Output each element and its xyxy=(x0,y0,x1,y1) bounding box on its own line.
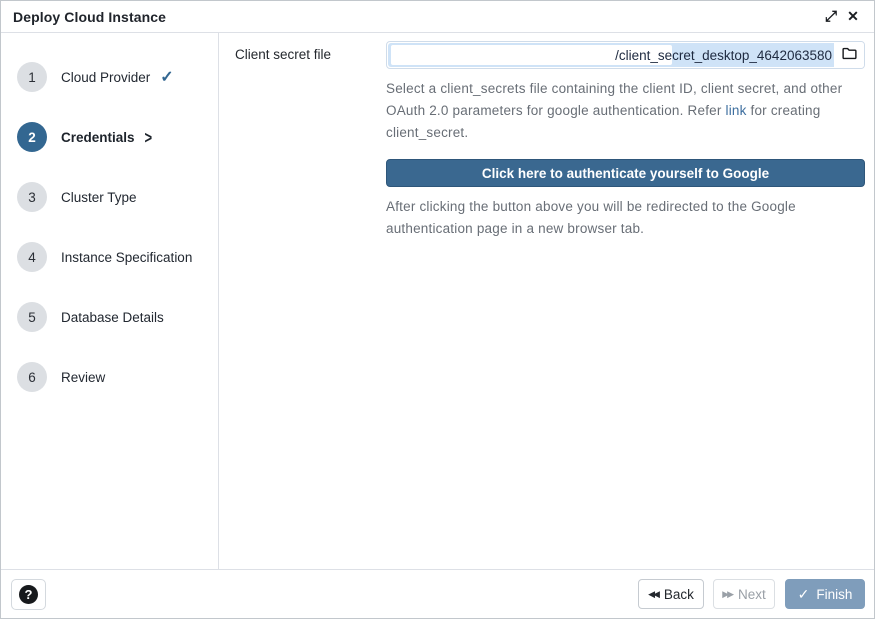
finish-button-label: Finish xyxy=(816,586,853,602)
step-label: Instance Specification xyxy=(61,249,193,265)
next-button[interactable] xyxy=(713,579,775,609)
helper-text-after: for creating client_secret. xyxy=(386,103,821,140)
close-icon[interactable]: ✕ xyxy=(847,8,859,24)
client-secret-link[interactable]: link xyxy=(725,103,747,118)
back-button[interactable] xyxy=(638,579,704,609)
client-secret-field-main xyxy=(386,41,865,240)
dialog-title: Deploy Cloud Instance xyxy=(13,8,167,25)
client-secret-field-row xyxy=(235,41,865,240)
check-icon: ✓ xyxy=(160,69,174,86)
finish-button[interactable] xyxy=(785,579,865,609)
dialog-body xyxy=(1,33,874,569)
step-label: Review xyxy=(61,369,106,385)
next-arrows-icon: ▶▶ xyxy=(722,588,733,599)
step-number-circle: 2 xyxy=(17,122,47,152)
wizard-steps-sidebar xyxy=(1,33,219,569)
folder-icon xyxy=(841,45,858,65)
help-button[interactable] xyxy=(11,579,46,610)
finish-check-icon: ✓ xyxy=(797,585,810,602)
helper-text-before: Select a client_secrets file containing the client ID, client secret, and other OAuth 2.0 parameters for google authentication. Refer xyxy=(386,81,843,118)
step-number-circle: 4 xyxy=(17,242,47,272)
client-secret-input-group xyxy=(386,41,865,69)
client-secret-file-input[interactable] xyxy=(388,43,834,67)
step-label: Database Details xyxy=(61,309,164,325)
client-secret-label: Client secret file xyxy=(235,47,332,62)
client-secret-file-value: /client_secret_desktop_4642063580 xyxy=(615,47,832,63)
step-label: Credentials xyxy=(61,129,135,145)
step-label: Cluster Type xyxy=(61,189,137,205)
step-number-circle: 3 xyxy=(17,182,47,212)
step-review[interactable] xyxy=(1,347,218,407)
step-credentials[interactable] xyxy=(1,107,218,167)
dialog-footer xyxy=(1,569,874,618)
step-number-circle: 5 xyxy=(17,302,47,332)
next-button-label: Next xyxy=(738,586,766,602)
step-number-circle: 6 xyxy=(17,362,47,392)
step-number-circle: 1 xyxy=(17,62,47,92)
client-secret-helper-text xyxy=(386,78,865,144)
step-cloud-provider[interactable] xyxy=(1,47,218,107)
chevron-right-icon: > xyxy=(144,126,153,148)
help-icon: ? xyxy=(19,585,38,604)
auth-redirect-note: After clicking the button above you will be redirected to the Google authentication page in a new browser tab. xyxy=(386,199,796,236)
step-cluster-type[interactable] xyxy=(1,167,218,227)
credentials-pane xyxy=(219,33,874,569)
google-authenticate-button[interactable]: Click here to authenticate yourself to Google xyxy=(386,159,865,187)
browse-file-button[interactable] xyxy=(834,42,864,68)
dialog-titlebar xyxy=(1,1,874,33)
step-label: Cloud Provider xyxy=(61,69,151,85)
step-database-details[interactable] xyxy=(1,287,218,347)
back-arrows-icon: ◀◀ xyxy=(648,588,658,599)
maximize-icon[interactable]: ⤢ xyxy=(824,8,837,25)
step-instance-specification[interactable] xyxy=(1,227,218,287)
back-button-label: Back xyxy=(663,586,694,602)
